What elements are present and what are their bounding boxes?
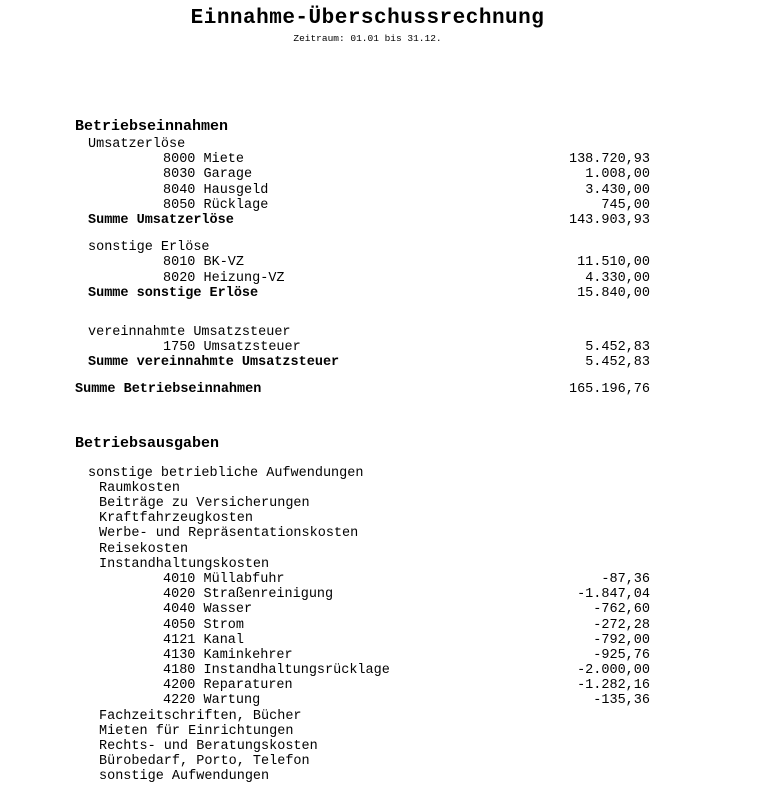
line-value: 138.720,93 [568,152,650,168]
report-line-account [0,648,771,663]
report-line-group [0,325,771,340]
line-label: sonstige Aufwendungen [99,769,270,785]
line-value: 745,00 [601,197,650,213]
report-line-account [0,183,771,198]
line-label: 8040 Hausgeld [163,182,269,198]
line-value: 4.330,00 [585,270,650,286]
report-line-account [0,602,771,617]
report-line-group [0,466,771,481]
line-label: 4050 Strom [163,617,245,633]
line-value: 143.903,93 [568,212,650,228]
line-label: 4040 Wasser [163,602,253,618]
report-line-subgroup [0,526,771,541]
line-label: Betriebsausgaben [75,434,220,452]
line-value: 11.510,00 [577,255,650,271]
line-value: -792,00 [593,632,650,648]
report-line-account [0,678,771,693]
line-label: Werbe- und Repräsentationskosten [99,526,359,542]
report-line-account [0,152,771,167]
line-value: 165.196,76 [568,382,650,398]
report-line-sum [0,286,771,301]
line-label: sonstige betriebliche Aufwendungen [88,465,364,481]
report-line-sum [0,355,771,370]
line-label: Reisekosten [99,541,189,557]
line-label: 4010 Müllabfuhr [163,571,285,587]
blank-line [0,454,771,466]
report-line-sum [0,213,771,228]
line-label: 4121 Kanal [163,632,245,648]
report-line-account [0,271,771,286]
line-label: 8000 Miete [163,152,245,168]
report-line-subgroup [0,557,771,572]
report-line-account [0,255,771,270]
line-label: 4130 Kaminkehrer [163,647,293,663]
report-line-section [0,117,771,137]
line-label: 8050 Rücklage [163,197,269,213]
report-title: Einnahme-Überschussrechnung [190,7,545,30]
line-value: 5.452,83 [585,340,650,356]
report-line-subgroup [0,481,771,496]
line-label: 4200 Reparaturen [163,678,293,694]
report-line-account [0,167,771,182]
report-line-group [0,240,771,255]
report-line-account [0,633,771,648]
line-value: -272,28 [593,617,650,633]
report-line-subgroup [0,511,771,526]
report-subtitle: Zeitraum: 01.01 bis 31.12. [293,33,442,44]
line-value: -135,36 [593,693,650,709]
report-line-subgroup [0,754,771,769]
report-line-subgroup [0,769,771,784]
line-label: Summe vereinnahmte Umsatzsteuer [88,355,340,371]
line-label: Summe sonstige Erlöse [88,285,259,301]
blank-line [0,301,771,313]
report-header [0,0,735,46]
report-line-account [0,572,771,587]
report-line-account [0,587,771,602]
report-line-subgroup [0,709,771,724]
blank-line [0,370,771,382]
report-line-account [0,198,771,213]
line-label: vereinnahmte Umsatzsteuer [88,324,291,340]
line-label: Umsatzerlöse [88,137,186,152]
line-label: 8010 BK-VZ [163,255,245,271]
line-label: 8020 Heizung-VZ [163,270,285,286]
report-line-subgroup [0,542,771,557]
line-label: Instandhaltungskosten [99,556,270,572]
line-label: 8030 Garage [163,167,253,183]
blank-line [0,398,771,410]
line-value: 5.452,83 [585,355,650,371]
line-label: Rechts- und Beratungskosten [99,739,318,754]
line-label: Beiträge zu Versicherungen [99,496,310,511]
line-label: Summe Betriebseinnahmen [75,382,262,398]
line-label: Betriebseinnahmen [75,118,229,135]
blank-line [0,410,771,422]
line-value: -87,36 [601,571,650,587]
report-line-section [0,434,771,454]
report-line-account [0,340,771,355]
line-value: -1.847,04 [577,587,650,603]
report-line-group [0,137,771,152]
report-line-total [0,382,771,397]
line-value: -2.000,00 [577,663,650,679]
report-line-account [0,693,771,708]
blank-line [0,422,771,434]
line-label: 4020 Straßenreinigung [163,587,334,603]
blank-line [0,313,771,325]
report-line-subgroup [0,739,771,754]
line-label: 1750 Umsatzsteuer [163,340,301,356]
line-label: Bürobedarf, Porto, Telefon [99,754,310,770]
report-line-account [0,663,771,678]
report-body [0,117,771,785]
line-value: -762,60 [593,602,650,618]
blank-line [0,228,771,240]
line-value: 3.430,00 [585,182,650,198]
line-value: 15.840,00 [577,285,650,301]
report-line-account [0,618,771,633]
line-label: sonstige Erlöse [88,240,210,256]
line-value: -925,76 [593,647,650,663]
line-label: Fachzeitschriften, Bücher [99,708,302,724]
line-label: Mieten für Einrichtungen [99,723,294,739]
line-label: Summe Umsatzerlöse [88,212,234,228]
report-line-subgroup [0,496,771,511]
line-label: Raumkosten [99,480,181,496]
line-value: 1.008,00 [585,167,650,183]
line-label: 4180 Instandhaltungsrücklage [163,663,390,679]
line-value: -1.282,16 [577,678,650,694]
line-label: 4220 Wartung [163,693,261,709]
report-line-subgroup [0,724,771,739]
line-label: Kraftfahrzeugkosten [99,511,253,527]
